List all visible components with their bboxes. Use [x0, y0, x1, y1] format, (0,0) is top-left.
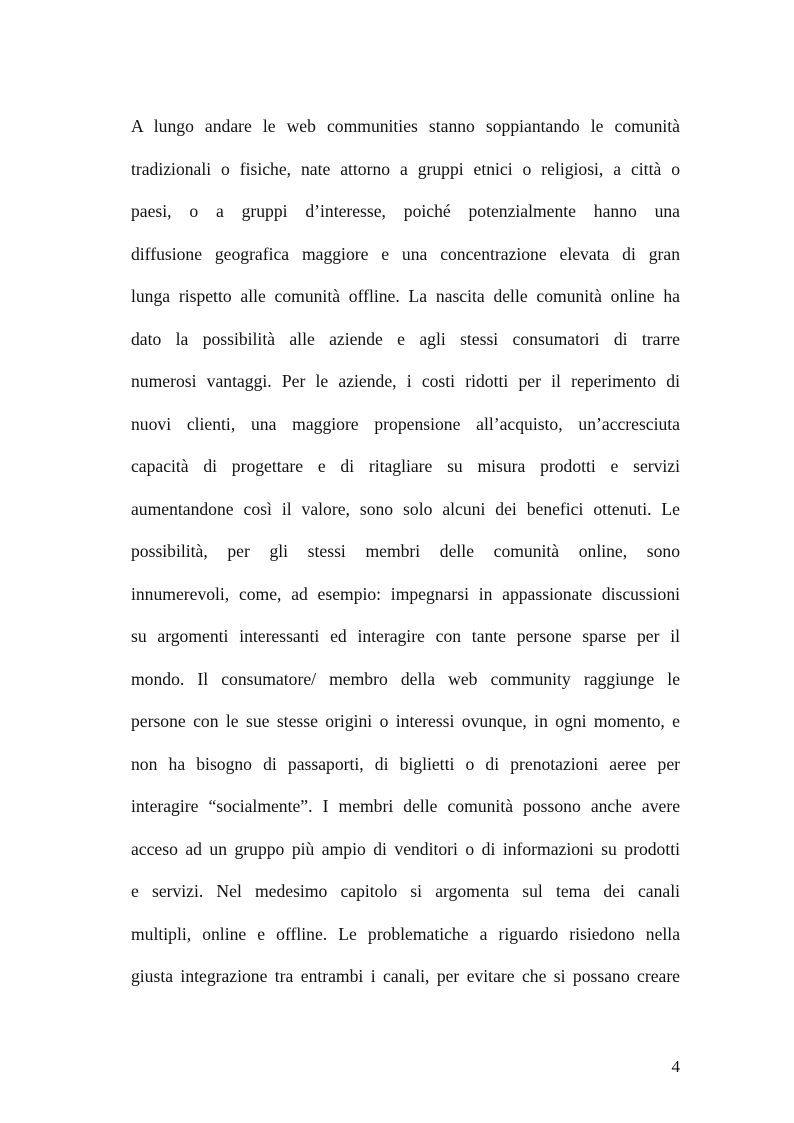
text-line: dato la possibilità alle aziende e agli stessi consumatori di trarre: [131, 328, 680, 349]
text-line: su argomenti interessanti ed interagire con tante persone sparse per il: [131, 626, 680, 646]
text-line: persone con le sue stesse origini o interessi ovunque, in ogni momento, e: [131, 711, 680, 731]
text-line: non ha bisogno di passaporti, di biglietti o di prenotazioni aeree per: [131, 753, 680, 774]
text-line: A lungo andare le web communities stanno soppiantando le comunità: [131, 116, 680, 136]
body-paragraph: [131, 114, 680, 1007]
text-line: diffusione geografica maggiore e una concentrazione elevata di gran: [131, 243, 680, 264]
text-line: possibilità, per gli stessi membri delle comunità online, sono: [131, 541, 680, 561]
text-line: giusta integrazione tra entrambi i canali, per evitare che si possano creare: [131, 966, 680, 986]
text-line: e servizi. Nel medesimo capitolo si argomenta sul tema dei canali: [131, 881, 680, 901]
text-line: interagire “socialmente”. I membri delle comunità possono anche avere: [131, 796, 680, 816]
text-line: nuovi clienti, una maggiore propensione all’acquisto, un’accresciuta: [131, 413, 680, 434]
text-line: multipli, online e offline. Le problematiche a riguardo risiedono nella: [131, 923, 680, 944]
text-line: lunga rispetto alle comunità offline. La nascita delle comunità online ha: [131, 286, 680, 306]
text-line: tradizionali o fisiche, nate attorno a gruppi etnici o religiosi, a città o: [131, 158, 680, 179]
text-line: aumentandone così il valore, sono solo alcuni dei benefici ottenuti. Le: [131, 498, 680, 519]
text-line: numerosi vantaggi. Per le aziende, i costi ridotti per il reperimento di: [131, 371, 680, 391]
text-line: capacità di progettare e di ritagliare su misura prodotti e servizi: [131, 456, 680, 476]
text-line: paesi, o a gruppi d’interesse, poiché potenzialmente hanno una: [131, 201, 680, 221]
text-line: innumerevoli, come, ad esempio: impegnarsi in appassionate discussioni: [131, 583, 680, 604]
text-line: acceso ad un gruppo più ampio di venditori o di informazioni su prodotti: [131, 838, 680, 859]
text-line: mondo. Il consumatore/ membro della web community raggiunge le: [131, 668, 680, 689]
page-number: 4: [671, 1057, 680, 1076]
